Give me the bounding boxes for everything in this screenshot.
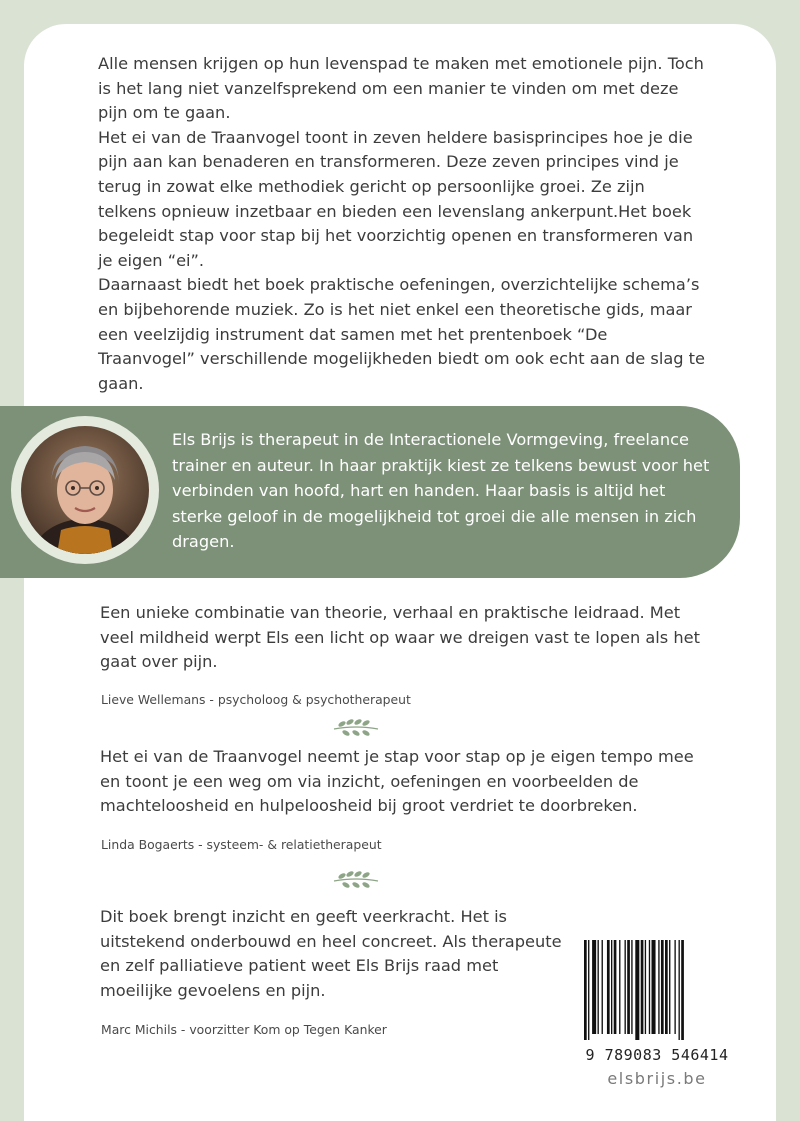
barcode-bar	[635, 940, 639, 1040]
review-quote: Het ei van de Traanvogel neemt je stap voor stap op je eigen tempo mee en toont je een weg om via inzicht, oefeningen en voorbeelden de machteloosheid en hulpeloosheid bij groot verdriet te doorbreken.	[100, 747, 694, 816]
review-quote: Dit boek brengt inzicht en geeft veerkracht. Het is uitstekend onderbouwd en heel concreet. Als therapeute en zelf palliatieve patient weet Els Brijs raad met moeilijke gevoelens en pijn.	[100, 907, 562, 1000]
barcode-bar	[607, 940, 610, 1034]
author-photo	[21, 426, 149, 554]
barcode-bar	[681, 940, 684, 1040]
barcode-bar	[584, 940, 587, 1040]
review-quote: Een unieke combinatie van theorie, verhaal en praktische leidraad. Met veel mildheid werpt Els een licht op waar we dreigen vast te lopen als het gaat over pijn.	[100, 603, 700, 672]
barcode-bar	[602, 940, 603, 1034]
intro-paragraph: Alle mensen krijgen op hun levenspad te maken met emotionele pijn. Toch is het lang niet vanzelfsprekend om een manier te vinden om met deze pijn om te gaan.	[98, 54, 704, 123]
barcode-bar	[614, 940, 617, 1034]
review-attribution: Lieve Wellemans - psycholoog & psychotherapeut	[101, 692, 411, 707]
intro-paragraph: Daarnaast biedt het boek praktische oefeningen, overzichtelijke schema’s en bijbehorende muziek. Zo is het niet enkel een theoretische gids, maar een veelzijdig instrument dat samen met het prentenboek “De Traanvogel” verschillende mogelijkheden biedt om ook echt aan de slag te gaan.	[98, 275, 705, 393]
intro-paragraph: Het ei van de Traanvogel toont in zeven heldere basisprincipes hoe je die pijn aan kan benaderen en transformeren. Deze zeven principes vind je terug in zowat elke methodiek gericht op persoonlijke groei. Ze zijn telkens opnieuw inzetbaar en bieden een levenslang ankerpunt.Het boek begeleidt stap voor stap bij het voorzichtig openen en transformeren van je eigen “ei”.	[98, 127, 694, 270]
barcode-bar	[652, 940, 656, 1034]
barcode-bar	[592, 940, 596, 1034]
barcode-bar	[649, 940, 650, 1034]
isbn-number: 9 789083 546414	[585, 1046, 729, 1064]
barcode-bar	[631, 940, 632, 1034]
barcode-bar	[679, 940, 680, 1040]
barcode-bar	[669, 940, 670, 1034]
barcode-bar	[611, 940, 612, 1034]
barcode-bar	[645, 940, 646, 1034]
barcode	[582, 940, 732, 1040]
website-url: elsbrijs.be	[607, 1069, 707, 1088]
barcode-bar	[619, 940, 620, 1034]
barcode-bar	[674, 940, 675, 1034]
barcode-bar	[641, 940, 644, 1034]
barcode-bar	[658, 940, 659, 1034]
author-bio: Els Brijs is therapeut in de Interactionele Vormgeving, freelance trainer en auteur. In haar praktijk kiest ze telkens bewust voor het verbinden van hoofd, hart en handen. Haar basis is altijd het sterke geloof in de mogelijkheid tot groei die alle mensen in zich dragen.	[172, 430, 710, 551]
barcode-bar	[627, 940, 630, 1034]
barcode-bar	[625, 940, 626, 1034]
barcode-bar	[588, 940, 589, 1040]
review-attribution: Marc Michils - voorzitter Kom op Tegen Kanker	[101, 1022, 387, 1037]
sprig-divider-icon	[330, 868, 382, 890]
barcode-bar	[598, 940, 599, 1034]
review-attribution: Linda Bogaerts - systeem- & relatietherapeut	[101, 837, 382, 852]
barcode-bar	[665, 940, 668, 1034]
intro-text	[98, 52, 708, 396]
sprig-divider-icon	[330, 716, 382, 738]
barcode-bar	[661, 940, 664, 1034]
